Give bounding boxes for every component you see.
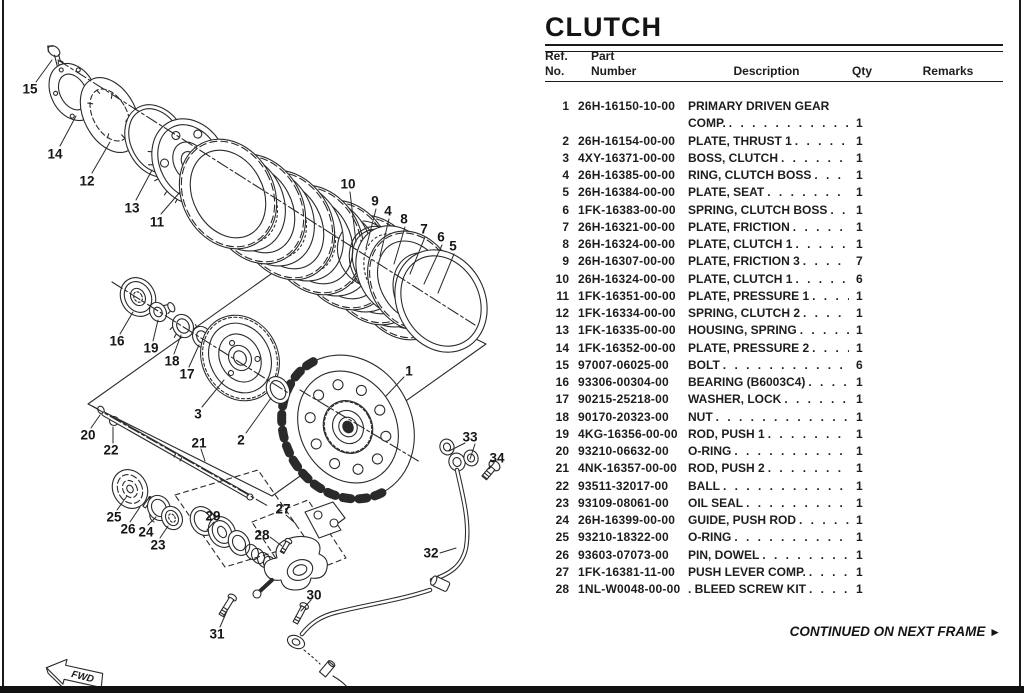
fwd-arrow: [43, 655, 106, 686]
header-ref-line2: No.: [545, 64, 565, 78]
callout-15: 15: [22, 81, 38, 97]
header-rule: [545, 81, 1003, 82]
table-header: [545, 49, 1003, 79]
table-row: 23 93109-08061-00 OIL SEAL . . . 1: [545, 495, 1003, 512]
header-part-line1: Part: [591, 49, 615, 63]
callout-31: 31: [209, 626, 225, 642]
header-description: Description: [733, 64, 800, 78]
callout-32: 32: [423, 545, 439, 561]
page-edge-right: [1019, 0, 1021, 693]
header-qty: Qty: [852, 64, 873, 78]
callout-12: 12: [79, 173, 95, 189]
page-title: CLUTCH: [545, 12, 662, 42]
table-row: 19 4KG-16356-00-00 ROD, PUSH 1 . . . 1: [545, 426, 1003, 443]
callout-1: 1: [405, 363, 413, 379]
table-row: 18 90170-20323-00 NUT . . . 1: [545, 409, 1003, 426]
callout-21: 21: [191, 435, 207, 451]
push-lever-drawing-27: [253, 502, 345, 598]
table-row: 28 1NL-W0048-00-00 . BLEED SCREW KIT . . . 1: [545, 581, 1003, 598]
callout-28: 28: [254, 527, 270, 543]
callout-17: 17: [179, 366, 195, 382]
page-edge-bottom: [0, 686, 1024, 693]
table-row: 9 26H-16307-00-00 PLATE, FRICTION 3 . . . 7: [545, 253, 1003, 270]
callout-11: 11: [149, 214, 165, 230]
parts-list-panel: [545, 0, 1003, 686]
table-row: 15 97007-06025-00 BOLT . . . 6: [545, 357, 1003, 374]
table-row: 11 1FK-16351-00-00 PLATE, PRESSURE 1 . . . 1: [545, 288, 1003, 305]
callout-4: 4: [384, 203, 392, 219]
callout-13: 13: [124, 200, 140, 216]
callout-7: 7: [420, 221, 428, 237]
table-row: 22 93511-32017-00 BALL . . . 1: [545, 478, 1003, 495]
table-row: 10 26H-16324-00-00 PLATE, CLUTCH 1 . . . 6: [545, 271, 1003, 288]
table-row: 20 93210-06632-00 O-RING . . . 1: [545, 443, 1003, 460]
table-row: 27 1FK-16381-11-00 PUSH LEVER COMP. . . . 1: [545, 564, 1003, 581]
callout-27: 27: [275, 501, 291, 517]
table-row: 21 4NK-16357-00-00 ROD, PUSH 2 . . . 1: [545, 460, 1003, 477]
continued-note: [790, 624, 1001, 639]
callout-26: 26: [120, 521, 136, 537]
callout-34: 34: [489, 450, 505, 466]
table-row: 17 90215-25218-00 WASHER, LOCK . . . 1: [545, 391, 1003, 408]
callout-2: 2: [237, 432, 245, 448]
callout-18: 18: [164, 353, 180, 369]
callout-6: 6: [437, 229, 445, 245]
table-row: 3 4XY-16371-00-00 BOSS, CLUTCH . . . 1: [545, 150, 1003, 167]
next-frame-arrow-icon: ►: [989, 625, 1001, 639]
table-row: 6 1FK-16383-00-00 SPRING, CLUTCH BOSS . . . 1: [545, 202, 1003, 219]
callout-33: 33: [462, 429, 478, 445]
callout-20: 20: [80, 427, 96, 443]
callout-3: 3: [194, 406, 202, 422]
header-part-line2: Number: [591, 64, 637, 78]
callout-30: 30: [306, 587, 322, 603]
table-row: 14 1FK-16352-00-00 PLATE, PRESSURE 2 . . . 1: [545, 340, 1003, 357]
callout-29: 29: [205, 508, 221, 524]
table-row: 13 1FK-16335-00-00 HOUSING, SPRING . . . 1: [545, 322, 1003, 339]
table-row: 26 93603-07073-00 PIN, DOWEL . . . 1: [545, 547, 1003, 564]
callout-24: 24: [138, 524, 154, 540]
callout-14: 14: [47, 146, 63, 162]
bolt-drawing-31: [217, 593, 237, 618]
callout-19: 19: [143, 340, 159, 356]
clutch-housing-drawing-1: [257, 332, 439, 523]
continued-text: CONTINUED ON NEXT FRAME: [789, 624, 986, 639]
callout-8: 8: [400, 211, 408, 227]
fwd-arrow-label: FWD: [70, 669, 95, 686]
callout-5: 5: [449, 238, 457, 254]
callout-9: 9: [371, 193, 379, 209]
callout-25: 25: [106, 509, 122, 525]
header-remarks: Remarks: [922, 64, 974, 78]
table-row: 5 26H-16384-00-00 PLATE, SEAT . . . 1: [545, 184, 1003, 201]
table-row: 12 1FK-16334-00-00 SPRING, CLUTCH 2 . . . 1: [545, 305, 1003, 322]
table-row: 4 26H-16385-00-00 RING, CLUTCH BOSS . . . 1: [545, 167, 1003, 184]
table-row: 8 26H-16324-00-00 PLATE, CLUTCH 1 . . . 1: [545, 236, 1003, 253]
header-ref-line1: Ref.: [545, 49, 568, 63]
table-row: 7 26H-16321-00-00 PLATE, FRICTION . . . 1: [545, 219, 1003, 236]
callout-10: 10: [340, 176, 356, 192]
table-row: COMP. . . . 1: [545, 115, 1003, 132]
callout-16: 16: [109, 333, 125, 349]
callout-23: 23: [150, 537, 166, 553]
table-row: 25 93210-18322-00 O-RING . . . 1: [545, 529, 1003, 546]
table-row: 16 93306-00304-00 BEARING (B6003C4) . . . 1: [545, 374, 1003, 391]
parts-table-rows: [545, 98, 1003, 598]
callout-22: 22: [103, 442, 119, 458]
table-row: 24 26H-16399-00-00 GUIDE, PUSH ROD . . . 1: [545, 512, 1003, 529]
table-row: 2 26H-16154-00-00 PLATE, THRUST 1 . . . 1: [545, 133, 1003, 150]
table-row: 1 26H-16150-10-00 PRIMARY DRIVEN GEAR: [562, 99, 830, 113]
